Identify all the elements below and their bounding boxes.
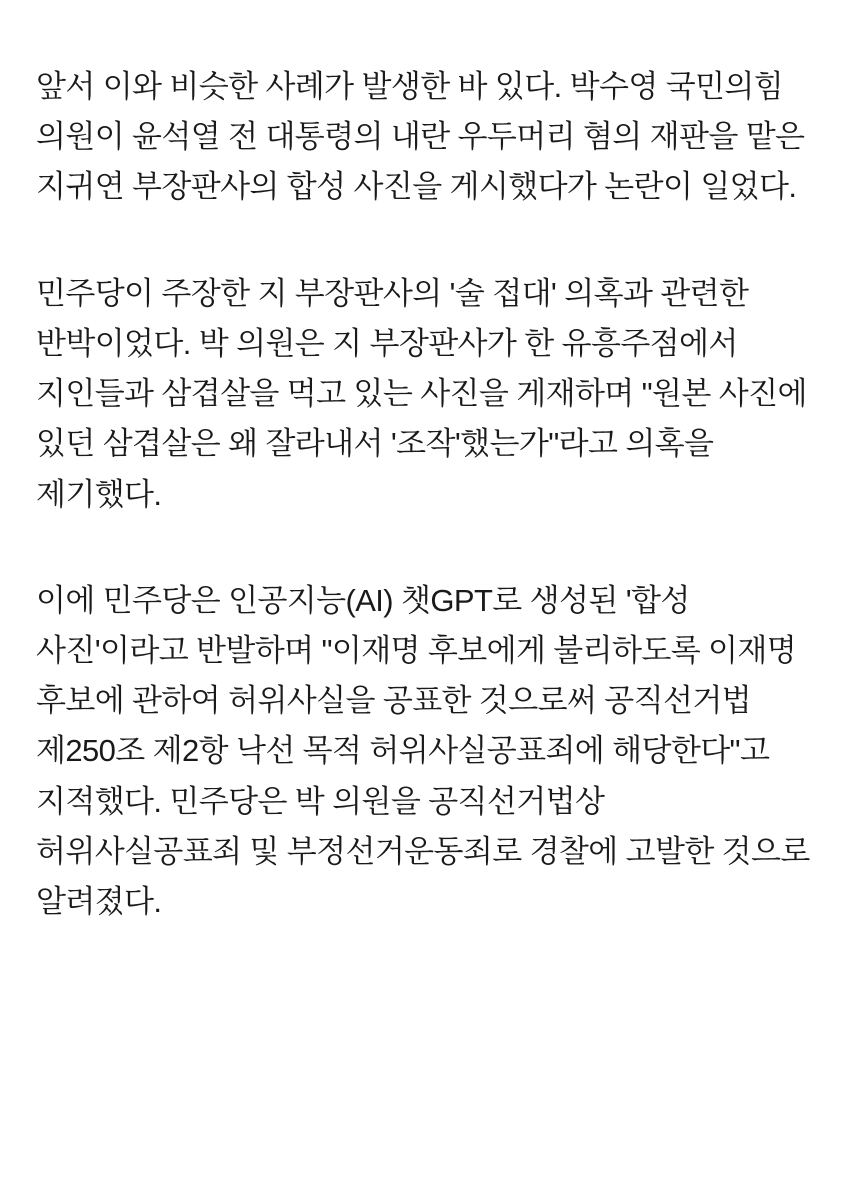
article-paragraph: 앞서 이와 비슷한 사례가 발생한 바 있다. 박수영 국민의힘 의원이 윤석열 전 대통령의 내란 우두머리 혐의 재판을 맡은 지귀연 부장판사의 합성 사진을 게시했다가 논란이 일었다. [36, 69, 805, 205]
article-paragraph: 이에 민주당은 인공지능(AI) 챗GPT로 생성된 '합성 사진'이라고 반발하며 "이재명 후보에게 불리하도록 이재명 후보에 관하여 허위사실을 공표한 것으로써 공직선거법 제250조 제2항 낙선 목적 허위사실공표죄에 해당한다"고 지적했다. 민주당은 박 의원을 공직선거법상 허위사실공표죄 및 부정선거운동죄로 경찰에 고발한 것으로 알려졌다. [36, 582, 810, 920]
article-paragraph: 민주당이 주장한 지 부장판사의 '술 접대' 의혹과 관련한 반박이었다. 박 의원은 지 부장판사가 한 유흥주점에서 지인들과 삼겹살을 먹고 있는 사진을 게재하며 "원본 사진에 있던 삼겹살은 왜 잘라내서 '조작'했는가"라고 의혹을 제기했다. [36, 275, 807, 512]
